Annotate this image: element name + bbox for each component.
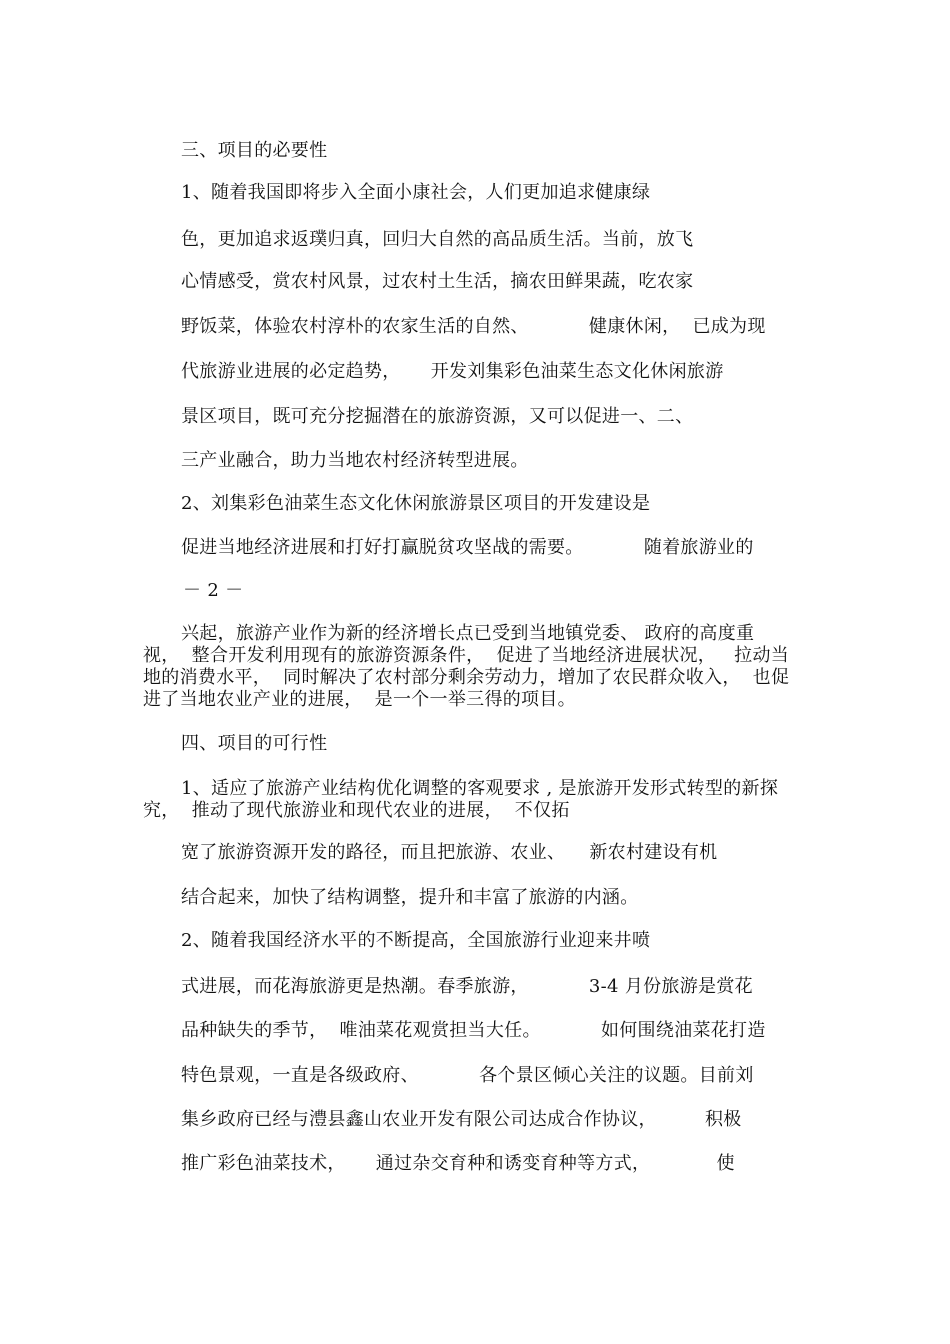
text-line: 特色景观，一直是各级政府、 各个景区倾心关注的议题。目前刘 bbox=[181, 1065, 754, 1086]
page-number: － 2 － bbox=[183, 580, 244, 601]
text-line: 心情感受，赏农村风景，过农村土生活，摘农田鲜果蔬，吃农家 bbox=[181, 271, 694, 292]
text-line: 推广彩色油菜技术， 通过杂交育种和诱变育种等方式， 使 bbox=[181, 1153, 735, 1174]
text-line: 品种缺失的季节， 唯油菜花观赏担当大任。 如何围绕油菜花打造 bbox=[181, 1020, 766, 1041]
text-line: 宽了旅游资源开发的路径，而且把旅游、农业、 新农村建设有机 bbox=[181, 842, 718, 863]
text-line: 视， 整合开发利用现有的旅游资源条件， 促进了当地经济进展状况， 拉动当 bbox=[143, 645, 790, 666]
section-heading-necessity: 三、项目的必要性 bbox=[181, 140, 328, 161]
section-heading-feasibility: 四、项目的可行性 bbox=[181, 733, 328, 754]
text-line: 促进当地经济进展和打好打赢脱贫攻坚战的需要。 随着旅游业的 bbox=[181, 537, 754, 558]
text-line: 景区项目，既可充分挖掘潜在的旅游资源，又可以促进一、二、 bbox=[181, 406, 694, 427]
text-line: 1、随着我国即将步入全面小康社会，人们更加追求健康绿 bbox=[181, 182, 651, 203]
text-line: 究， 推动了现代旅游业和现代农业的进展， 不仅拓 bbox=[143, 800, 570, 821]
text-line: 式进展，而花海旅游更是热潮。春季旅游， 3-4 月份旅游是赏花 bbox=[181, 976, 753, 997]
text-line: 兴起，旅游产业作为新的经济增长点已受到当地镇党委、 政府的高度重 bbox=[181, 623, 755, 644]
text-line: 代旅游业进展的必定趋势， 开发刘集彩色油菜生态文化休闲旅游 bbox=[181, 361, 724, 382]
text-line: 三产业融合，助力当地农村经济转型进展。 bbox=[181, 450, 529, 471]
text-line: 2、随着我国经济水平的不断提高，全国旅游行业迎来井喷 bbox=[181, 930, 651, 951]
text-line: 结合起来，加快了结构调整，提升和丰富了旅游的内涵。 bbox=[181, 887, 639, 908]
text-line: 1、适应了旅游产业结构优化调整的客观要求 , 是旅游开发形式转型的新探 bbox=[181, 778, 779, 799]
text-line: 集乡政府已经与澧县鑫山农业开发有限公司达成合作协议， 积极 bbox=[181, 1109, 742, 1130]
text-line: 野饭菜，体验农村淳朴的农家生活的自然、 健康休闲， 已成为现 bbox=[181, 316, 766, 337]
text-line: 地的消费水平， 同时解决了农村部分剩余劳动力，增加了农民群众收入， 也促 bbox=[143, 667, 790, 688]
text-line: 2、刘集彩色油菜生态文化休闲旅游景区项目的开发建设是 bbox=[181, 493, 651, 514]
text-line: 色，更加追求返璞归真，回归大自然的高品质生活。当前，放飞 bbox=[181, 229, 694, 250]
text-line: 进了当地农业产业的进展， 是一个一举三得的项目。 bbox=[143, 689, 576, 710]
